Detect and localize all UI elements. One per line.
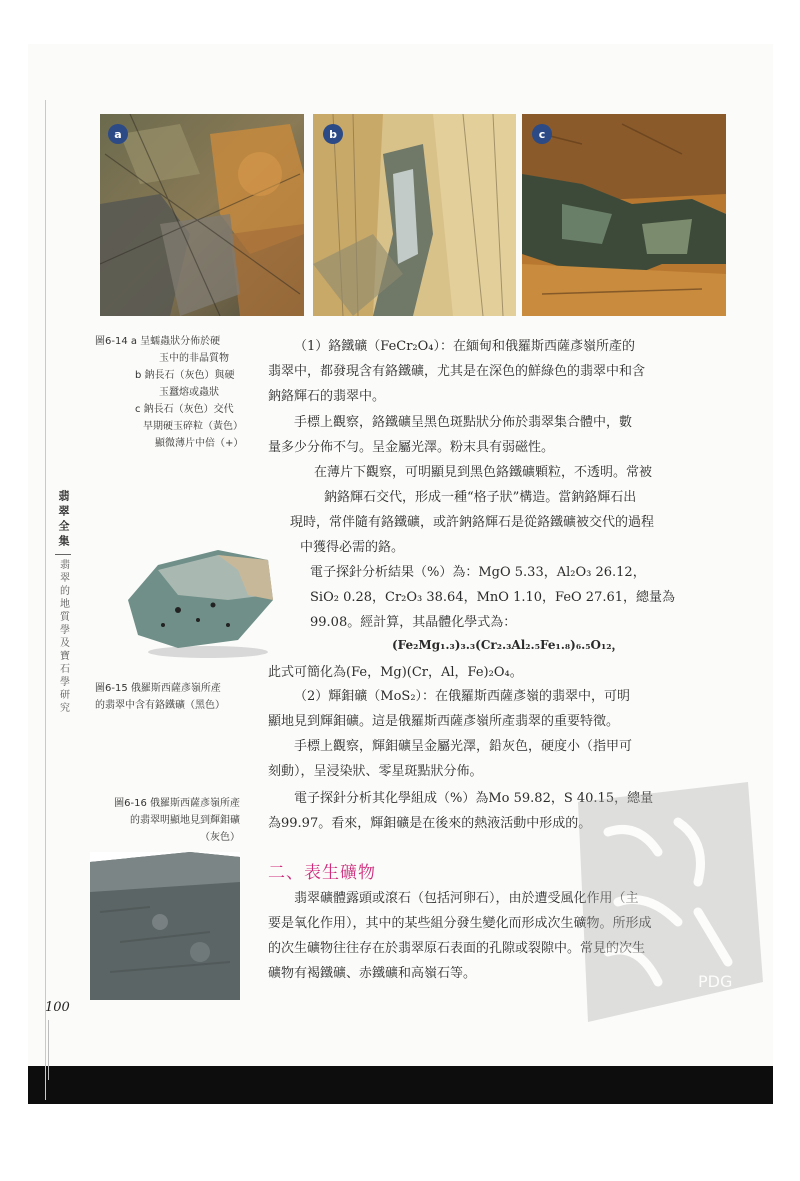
caption-fig-6-14 xyxy=(95,333,243,452)
text-line: 量多少分佈不勻。呈金屬光澤。粉末具有弱磁性。 xyxy=(268,440,555,455)
text-line: 電子探針分析結果（%）為：MgO 5.33，Al₂O₃ 26.12， xyxy=(310,565,646,580)
text-line: 在薄片下觀察，可明顯見到黑色鉻鐵礦顆粒，不透明。常被 xyxy=(314,465,653,480)
caption-line: c 鈉長石（灰色）交代 xyxy=(135,404,234,415)
paragraph-chromite-analysis xyxy=(310,560,675,635)
caption-fig-6-16 xyxy=(104,795,240,846)
paragraph-chromite-intro xyxy=(268,334,645,409)
text-line: 鈉鉻輝石交代，形成一種“格子狀”構造。當鈉鉻輝石出 xyxy=(324,490,637,505)
caption-line: 早期硬玉碎粒（黃色） xyxy=(143,421,243,432)
caption-fig-6-15 xyxy=(95,680,225,714)
paragraph-molybdenite-hand-specimen xyxy=(268,734,632,784)
label-c-badge: c xyxy=(532,124,552,144)
text-line: 現時，常伴隨有鉻鐵礦，或許鈉鉻輝石是從鉻鐵礦被交代的過程 xyxy=(290,515,655,530)
book-subtitle: 翡翠的地質學及寶石學研究 xyxy=(57,559,69,715)
text-line: （2）輝鉬礦（MoS₂）：在俄羅斯西薩彥嶺的翡翠中，可明 xyxy=(294,689,631,704)
watermark-stamp xyxy=(548,782,768,1027)
specimen-photo-616 xyxy=(90,852,240,1000)
series-title: 翡翠全集 xyxy=(55,490,71,555)
text-line: 顯地見到輝鉬礦。這是俄羅斯西薩彥嶺所產翡翠的重要特徵。 xyxy=(268,714,620,729)
text-line: 的次生礦物往往存在於翡翠原石表面的孔隙或裂隙中。常見的次生 xyxy=(268,941,646,956)
caption-line: 的翡翠中含有鉻鐵礦（黑色） xyxy=(95,700,225,711)
crystal-formula: (Fe₂Mg₁.₃)₃.₃(Cr₂.₃Al₂.₅Fe₁.₈)₆.₅O₁₂， xyxy=(392,638,624,652)
caption-line: 玉蠶熔或蟲狀 xyxy=(159,387,219,398)
text-line: 刻動），呈浸染狀、零星斑點狀分佈。 xyxy=(268,764,483,779)
caption-line: 圖6-16 俄羅斯西薩彥嶺所產 xyxy=(114,798,240,809)
caption-line: 的翡翠明顯地見到輝鉬礦 xyxy=(130,815,240,826)
text-line: 鈉鉻輝石的翡翠中。 xyxy=(268,389,386,404)
text-line: SiO₂ 0.28，Cr₂O₃ 38.64，MnO 1.10，FeO 27.61，總量為 xyxy=(310,590,676,605)
text-line: 99.08。經計算，其晶體化學式為： xyxy=(310,615,517,630)
scan-bottom-band xyxy=(28,1066,773,1104)
margin-rule-lower xyxy=(48,1020,49,1080)
page-number: 100 xyxy=(45,1000,70,1015)
micrograph-c xyxy=(522,114,726,316)
text-line: 要是氧化作用），其中的某些組分發生變化而形成次生礦物。所形成 xyxy=(268,916,652,931)
label-b-badge: b xyxy=(323,124,343,144)
text-line: 手標上觀察，輝鉬礦呈金屬光澤，鉛灰色，硬度小（指甲可 xyxy=(294,739,633,754)
paragraph-chromite-thin-section xyxy=(290,460,654,560)
paragraph-simplified-formula xyxy=(268,660,523,685)
text-line: 礦物有褐鐵礦、赤鐵礦和高嶺石等。 xyxy=(268,966,477,981)
text-line: 翡翠礦體露頭或滾石（包括河卵石），由於遭受風化作用（主 xyxy=(294,891,639,906)
text-line: 翡翠中，都發現含有鉻鐵礦，尤其是在深色的鮮綠色的翡翠中和含 xyxy=(268,364,646,379)
specimen-photo-615 xyxy=(118,540,278,660)
paragraph-molybdenite-intro xyxy=(268,684,630,734)
caption-line: （灰色） xyxy=(200,832,240,843)
label-a-badge: a xyxy=(108,124,128,144)
text-line: 為99.97。看來，輝鉬礦是在後來的熱液活動中形成的。 xyxy=(268,816,592,831)
watermark-text: PDG xyxy=(698,972,733,991)
side-tab xyxy=(52,490,74,715)
micrograph-b xyxy=(313,114,516,316)
caption-line: 圖6-14 a 呈蠕蟲狀分佈於硬 xyxy=(95,336,221,347)
text-line: 中獲得必需的鉻。 xyxy=(300,540,405,555)
section-heading-supergene-minerals: 二、表生礦物 xyxy=(268,863,376,883)
caption-line: 圖6-15 俄羅斯西薩彥嶺所產 xyxy=(95,683,221,694)
text-line: 電子探針分析其化學組成（%）為Mo 59.82，S 40.15，總量 xyxy=(294,791,654,806)
text-line: 此式可簡化為(Fe，Mg)(Cr，Al，Fe)₂O₄。 xyxy=(268,665,523,680)
micrograph-a xyxy=(100,114,304,316)
caption-line: b 鈉長石（灰色）與硬 xyxy=(135,370,235,381)
margin-rule xyxy=(45,100,46,1100)
paragraph-chromite-hand-specimen xyxy=(268,410,632,460)
caption-line: 顯微薄片中倍（+） xyxy=(155,438,244,449)
caption-line: 玉中的非晶質物 xyxy=(159,353,229,364)
text-line: （1）鉻鐵礦（FeCr₂O₄）：在緬甸和俄羅斯西薩彥嶺所產的 xyxy=(294,339,636,354)
text-line: 手標上觀察，鉻鐵礦呈黑色斑點狀分佈於翡翠集合體中，數 xyxy=(294,415,633,430)
